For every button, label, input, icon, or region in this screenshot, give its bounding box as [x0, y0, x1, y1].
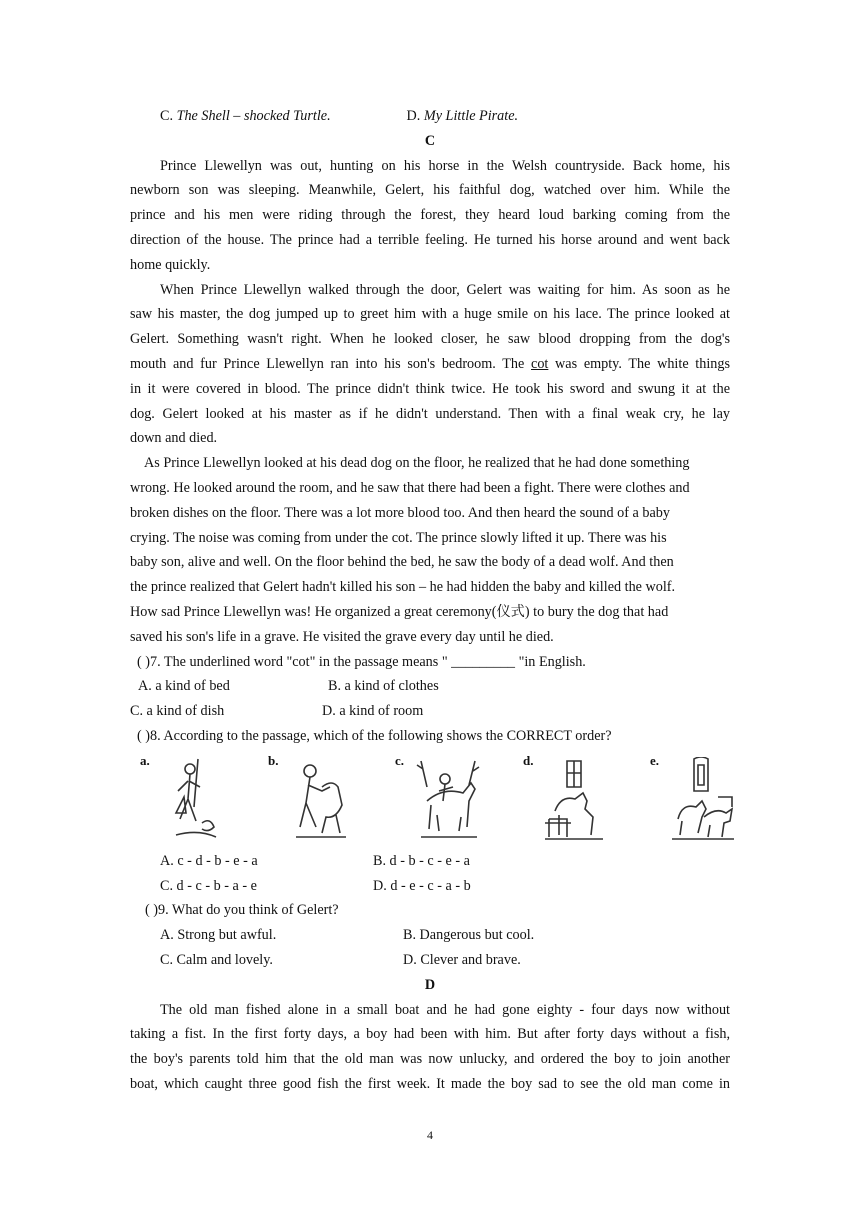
question-7 — [130, 650, 730, 724]
passage-d-paragraph-1 — [130, 998, 730, 1097]
text-line: Prince Llewellyn was out, hunting on his horse in the Welsh countryside. Back home, his — [160, 157, 730, 174]
text-line: newborn son was sleeping. Meanwhile, Gelert, his faithful dog, watched over him. While the — [130, 182, 730, 199]
text-line: The old man fished alone in a small boat and he had gone eighty - four days now without — [160, 1001, 730, 1018]
picture-d-label: d. — [523, 752, 534, 768]
text-line: As Prince Llewellyn looked at his dead dog on the floor, he realized that he had done something — [144, 455, 690, 472]
underlined-word-cot: cot — [531, 355, 549, 372]
text-line: How sad Prince Llewellyn was! He organized a great ceremony(仪式) to bury the dog that had — [130, 603, 669, 620]
story-picture-row — [140, 749, 730, 849]
text-line: baby son, alive and well. On the floor behind the bed, he saw the body of a dead wolf. And then — [130, 554, 674, 571]
q7-option-c: C. a kind of dish — [130, 703, 225, 720]
man-hugging-dog-icon — [286, 757, 356, 845]
section-heading-d: D — [424, 976, 436, 993]
picture-e — [650, 749, 740, 849]
picture-d — [523, 749, 613, 849]
text-line: in it were covered in blood. The prince didn't think twice. He took his sword and swung it at the — [130, 380, 730, 397]
question-9 — [130, 898, 730, 972]
q8-option-c: C. d - c - b - a - e — [160, 877, 257, 894]
q8-option-a: A. c - d - b - e - a — [160, 852, 258, 869]
prince-on-horse-icon — [413, 757, 483, 845]
text-line: direction of the house. The prince had a terrible feeling. He turned his horse around and went back — [130, 231, 730, 248]
text-line: boat, which caught three good fish the first week. It made the boy sad to see the old man come in — [130, 1075, 730, 1092]
q9-option-a: A. Strong but awful. — [160, 927, 277, 944]
passage-c-paragraph-3 — [130, 451, 730, 649]
picture-a-label: a. — [140, 752, 150, 768]
option-d-label: D. — [406, 108, 424, 124]
passage-c-paragraph-2 — [130, 278, 730, 452]
document-page — [130, 104, 730, 1097]
q7-option-a: A. a kind of bed — [138, 678, 230, 695]
picture-b-label: b. — [268, 752, 279, 768]
option-c-title: The Shell – shocked Turtle. — [176, 108, 331, 124]
text-line: home quickly. — [130, 256, 211, 273]
dog-guarding-cradle-icon — [541, 757, 611, 845]
text-line: prince and his men were riding through the forest, they heard loud barking coming from the — [130, 207, 730, 224]
hunter-with-spear-icon — [158, 757, 228, 845]
passage-c-paragraph-1 — [130, 154, 730, 278]
q9-option-c: C. Calm and lovely. — [160, 951, 273, 968]
question-9-stem: ( )9. What do you think of Gelert? — [145, 902, 339, 919]
question-6-options-cd — [130, 104, 730, 129]
text-line: saved his son's life in a grave. He visited the grave every day until he died. — [130, 628, 554, 645]
text-line: down and died. — [130, 430, 218, 447]
picture-c — [395, 749, 485, 849]
text-line: When Prince Llewellyn walked through the door, Gelert was waiting for him. As soon as he — [160, 281, 730, 298]
q8-option-d: D. d - e - c - a - b — [373, 877, 471, 894]
text-line: the boy's parents told him that the old man was now unlucky, and ordered the boy to join another — [130, 1051, 730, 1068]
text-line: taking a fist. In the first forty days, a boy had been with him. But after forty days without a fish, — [130, 1026, 730, 1043]
text-line: broken dishes on the floor. There was a lot more blood too. And then heard the sound of a baby — [130, 504, 670, 521]
option-d-title: My Little Pirate. — [423, 108, 519, 124]
text-line: crying. The noise was coming from under the cot. The prince slowly lifted it up. There was his — [130, 529, 667, 546]
section-heading-c: C — [424, 132, 436, 149]
text-line: wrong. He looked around the room, and he saw that there had been a fight. There were clothes and — [130, 479, 690, 496]
picture-c-label: c. — [395, 752, 405, 768]
q9-option-b: B. Dangerous but cool. — [403, 927, 535, 944]
q7-option-b: B. a kind of clothes — [328, 678, 439, 695]
q8-option-b: B. d - b - c - e - a — [373, 852, 470, 869]
q9-option-d: D. Clever and brave. — [403, 951, 521, 968]
q7-option-d: D. a kind of room — [322, 703, 424, 720]
question-7-stem: ( )7. The underlined word "cot" in the passage means " _________ "in English. — [137, 653, 586, 670]
question-8-stem: ( )8. According to the passage, which of the following shows the CORRECT order? — [137, 727, 612, 744]
text-line: mouth and fur Prince Llewellyn ran into his son's bedroom. The cot was empty. The white things — [130, 355, 730, 372]
dog-fighting-wolf-icon — [668, 757, 738, 845]
picture-e-label: e. — [650, 752, 660, 768]
picture-b — [268, 749, 358, 849]
question-8 — [130, 724, 730, 898]
text-line: the prince realized that Gelert hadn't killed his son – he had hidden the baby and killed the wolf. — [130, 579, 676, 596]
page-number: 4 — [427, 1128, 433, 1142]
text-line: Gelert. Something wasn't right. When he looked closer, he saw blood dropping from the dog's — [130, 331, 730, 348]
text-line: dog. Gelert looked at his master as if he didn't understand. Then with a final weak cry, he lay — [130, 405, 730, 422]
option-c-label: C. — [160, 108, 177, 124]
text-line: saw his master, the dog jumped up to greet him with a huge smile on his lace. The prince looked at — [130, 306, 730, 323]
picture-a — [140, 749, 230, 849]
